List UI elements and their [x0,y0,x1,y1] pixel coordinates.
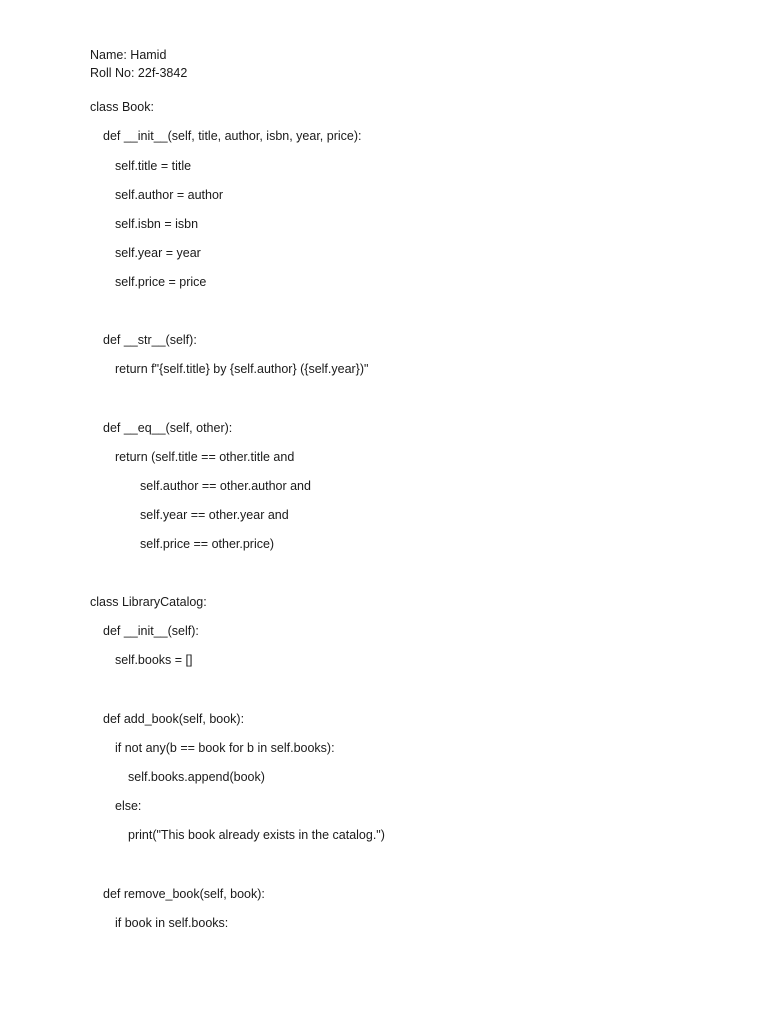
code-line: if not any(b == book for b in self.books): [115,741,335,755]
code-line: self.books = [] [115,653,193,667]
code-line: self.price = price [115,275,207,289]
code-line: return f"{self.title} by {self.author} ({self.year})" [115,362,369,376]
code-line: def remove_book(self, book): [103,887,265,901]
code-line: def __str__(self): [103,333,197,347]
code-line: self.year == other.year and [140,508,289,522]
code-line: else: [115,799,142,813]
code-line: def add_book(self, book): [103,712,245,726]
code-line: def __init__(self): [103,624,199,638]
code-line: self.author == other.author and [140,479,311,493]
code-line: class Book: [90,100,154,114]
student-name: Name: Hamid [90,48,167,62]
code-line: self.year = year [115,246,201,260]
code-line: print("This book already exists in the catalog.") [128,828,385,842]
code-line: def __eq__(self, other): [103,421,233,435]
code-line: self.price == other.price) [140,537,275,551]
code-line: self.author = author [115,188,224,202]
code-line: if book in self.books: [115,916,229,930]
roll-number: Roll No: 22f-3842 [90,66,188,80]
code-line: self.books.append(book) [128,770,265,784]
code-line: def __init__(self, title, author, isbn, year, price): [103,129,362,143]
code-line: self.isbn = isbn [115,217,199,231]
code-line: self.title = title [115,159,192,173]
code-line: class LibraryCatalog: [90,595,207,609]
code-line: return (self.title == other.title and [115,450,295,464]
